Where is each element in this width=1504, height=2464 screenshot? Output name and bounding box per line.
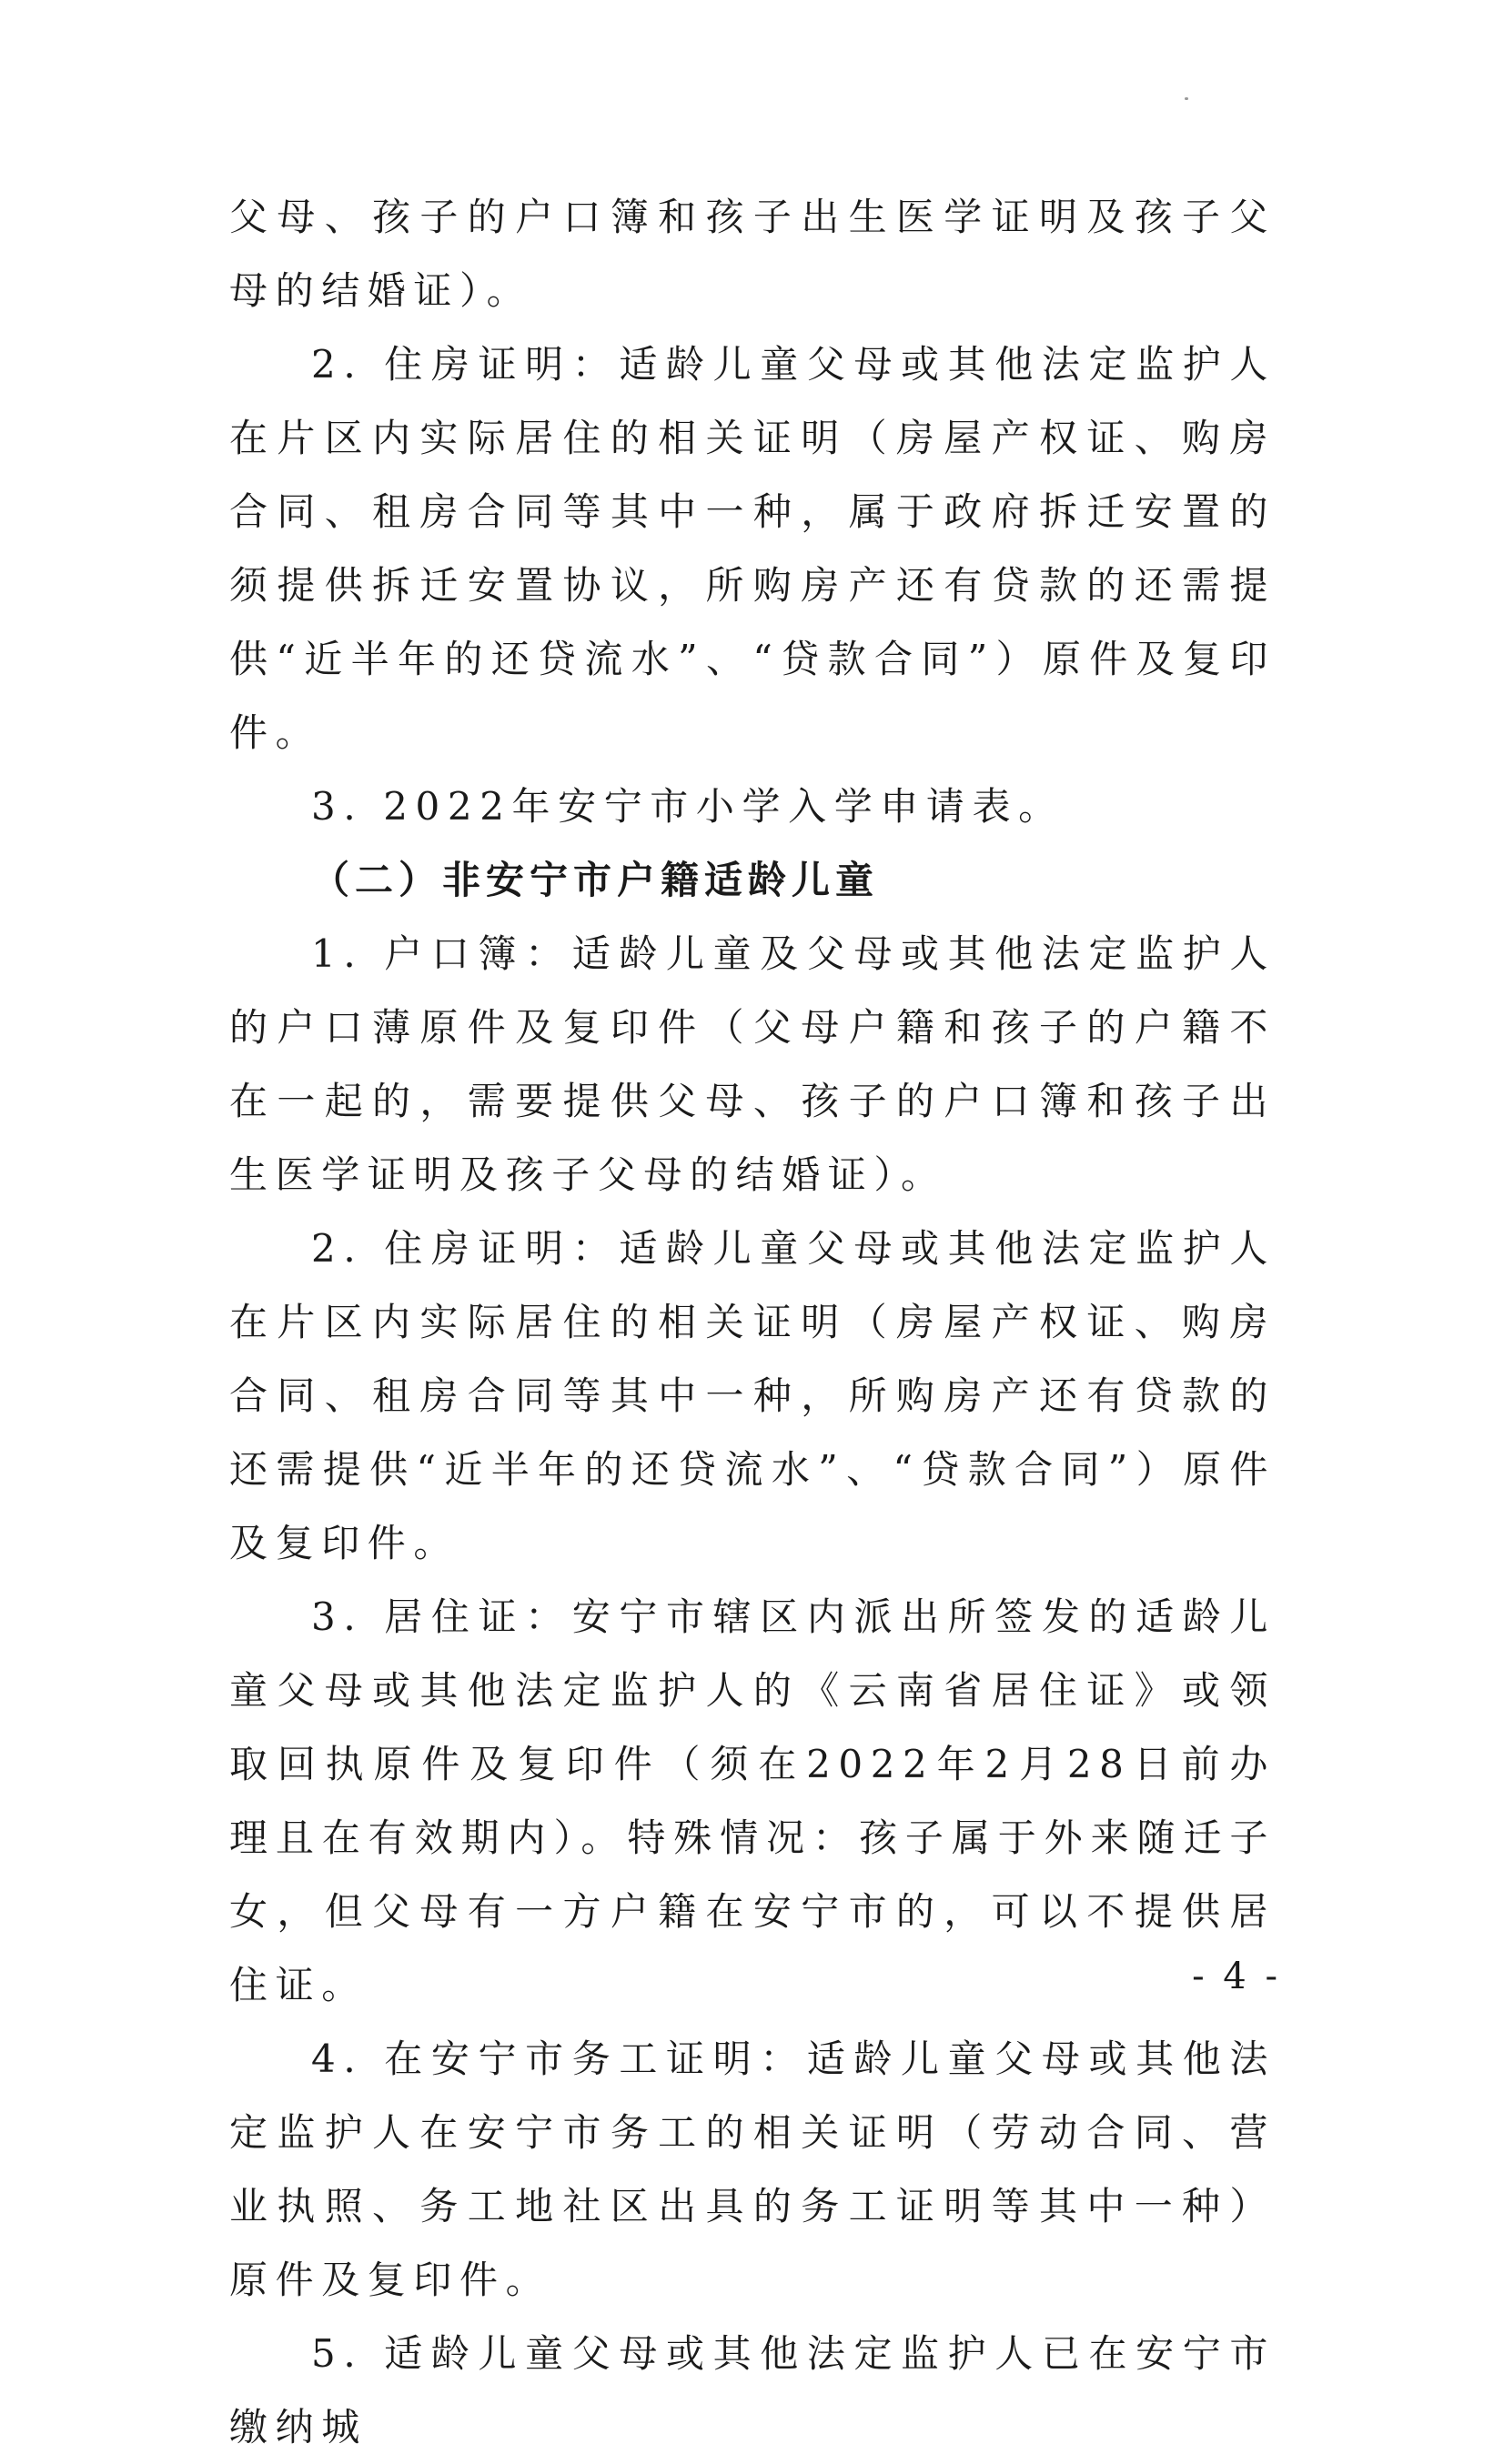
document-body bbox=[229, 180, 1276, 2464]
paragraph-continuation: 父母、孩子的户口簿和孩子出生医学证明及孩子父母的结婚证）。 bbox=[229, 195, 1276, 313]
scan-speck bbox=[1185, 97, 1188, 100]
section-heading: （二）非安宁市户籍适龄儿童 bbox=[311, 858, 880, 902]
paragraph-housing-proof-nonlocal: 2. 住房证明：适龄儿童父母或其他法定监护人在片区内实际居住的相关证明（房屋产权证、购房合同、租房合同等其中一种，所购房产还有贷款的还需提供“近半年的还贷流水”、“贷款合同”）原件及复印件。 bbox=[229, 1226, 1276, 1565]
paragraph-employment-proof: 4. 在安宁市务工证明：适龄儿童父母或其他法定监护人在安宁市务工的相关证明（劳动合同、营业执照、务工地社区出具的务工证明等其中一种）原件及复印件。 bbox=[229, 2037, 1276, 2302]
paragraph-application-form: 3. 2022年安宁市小学入学申请表。 bbox=[311, 784, 1065, 829]
page-number: - 4 - bbox=[1192, 1956, 1281, 1997]
paragraph-housing-proof-local: 2. 住房证明：适龄儿童父母或其他法定监护人在片区内实际居住的相关证明（房屋产权证、购房合同、租房合同等其中一种，属于政府拆迁安置的须提供拆迁安置协议，所购房产还有贷款的还需提供“近半年的还贷流水”、“贷款合同”）原件及复印件。 bbox=[229, 342, 1276, 755]
paragraph-residence-permit: 3. 居住证：安宁市辖区内派出所签发的适龄儿童父母或其他法定监护人的《云南省居住证》或领取回执原件及复印件（须在2022年2月28日前办理且在有效期内）。特殊情况：孩子属于外来随迁子女，但父母有一方户籍在安宁市的，可以不提供居住证。 bbox=[229, 1594, 1276, 2007]
paragraph-social-insurance: 5. 适龄儿童父母或其他法定监护人已在安宁市缴纳城 bbox=[229, 2331, 1276, 2449]
paragraph-household-register: 1. 户口簿：适龄儿童及父母或其他法定监护人的户口薄原件及复印件（父母户籍和孩子的户籍不在一起的，需要提供父母、孩子的户口簿和孩子出生医学证明及孩子父母的结婚证）。 bbox=[229, 931, 1276, 1197]
